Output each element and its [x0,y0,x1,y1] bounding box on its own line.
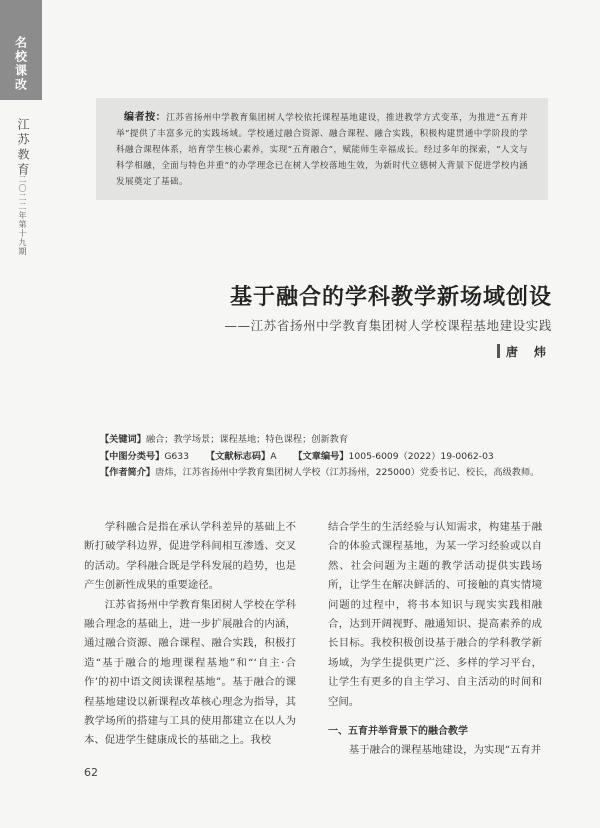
author-bar [497,344,500,358]
body-paragraph: 江苏省扬州中学教育集团树人学校在学科融合理念的基础上，进一步扩展融合的内涵，通过融合资源、融合课程、融合实践，积极打造“基于融合的地理课程基地”和“‘自主·合作’的初中语文阅读课程基地”。基于融合的课程基地建设以新课程改革核心理念为指导，其教学场所的搭建与工具的使用都建立在以人为本、促进学生健康成长的基础之上。我校 [84,598,296,747]
body-left-column [84,518,296,751]
article-meta [100,432,560,482]
doc-code-value: A [270,450,277,462]
editor-note-text: 江苏省扬州中学教育集团树人学校依托课程基地建设，推进教学方式变革，为推进“五育并举”提供了丰富多元的实践场域。学校通过融合资源、融合课程、融合实践，积极构建贯通中学阶段的学科融合课程体系，培育学生核心素养，实现“五育融合”，赋能师生幸福成长。经过多年的探索，“人文与科学相融，全面与特色并重”的办学理念已在树人学校落地生效，为新时代立德树人背景下促进学校内涵发展奠定了基础。 [116,113,528,187]
clc-value: G633 [164,450,189,462]
editor-note-lead: 编者按： [124,112,167,123]
clc-label: 【中图分类号】 [100,450,165,462]
doc-code-label: 【文献标志码】 [205,450,271,462]
section-tab [0,0,42,100]
body-paragraph: 学科融合是指在承认学科差异的基础上不断打破学科边界，促进学科间相互渗透、交叉的活动。学科融合既是学科发展的趋势，也是产生创新性成果的重要途径。 [84,521,296,592]
issue-label: 二〇二二年第十九期 [18,175,27,256]
page-number: 62 [84,766,98,779]
body-paragraph: 结合学生的生活经验与认知需求，构建基于融合的体验式课程基地，为某一学习经验或以自然、社会问题为主题的教学活动提供实践场所，让学生在解决鲜活的、可接触的真实情境问题的过程中，将书本知识与现实实践相融合，达到开阔视野、融通知识、提高素养的成长目标。我校积极创设基于融合的学科教学新场域，为学生提供更广泛、多样的学习平台，让学生有更多的自主学习、自主活动的时间和空间。 [328,521,542,708]
bio-row [100,465,560,482]
article-no-value: 1005-6009（2022）19-0062-03 [348,450,494,462]
article-subtitle: ——江苏省扬州中学教育集团树人学校课程基地建设实践 [224,318,552,333]
section-heading: 一、五育并举背景下的融合教学 [328,726,468,738]
keywords-row [100,432,560,449]
keywords-value: 融合；教学场景；课程基地；特色课程；创新教育 [145,434,349,445]
editor-note [96,98,548,200]
bio-value: 唐炜，江苏省扬州中学教育集团树人学校（江苏扬州，225000）党委书记、校长，高级教师。 [155,467,540,478]
body-paragraph: 基于融合的课程基地建设，为实现“五育并 [348,744,542,757]
bio-label: 【作者简介】 [100,467,156,478]
author-line [100,343,552,360]
author-name: 唐 炜 [505,345,552,359]
journal-name: 江苏教育 [16,118,30,178]
article-title: 基于融合的学科教学新场域创设 [229,285,552,310]
keywords-label: 【关键词】 [100,434,146,445]
article-no-label: 【文章编号】 [293,450,349,462]
section-tab-label: 名校课改 [13,36,28,92]
classification-row [100,449,560,466]
body-right-column [328,518,542,761]
